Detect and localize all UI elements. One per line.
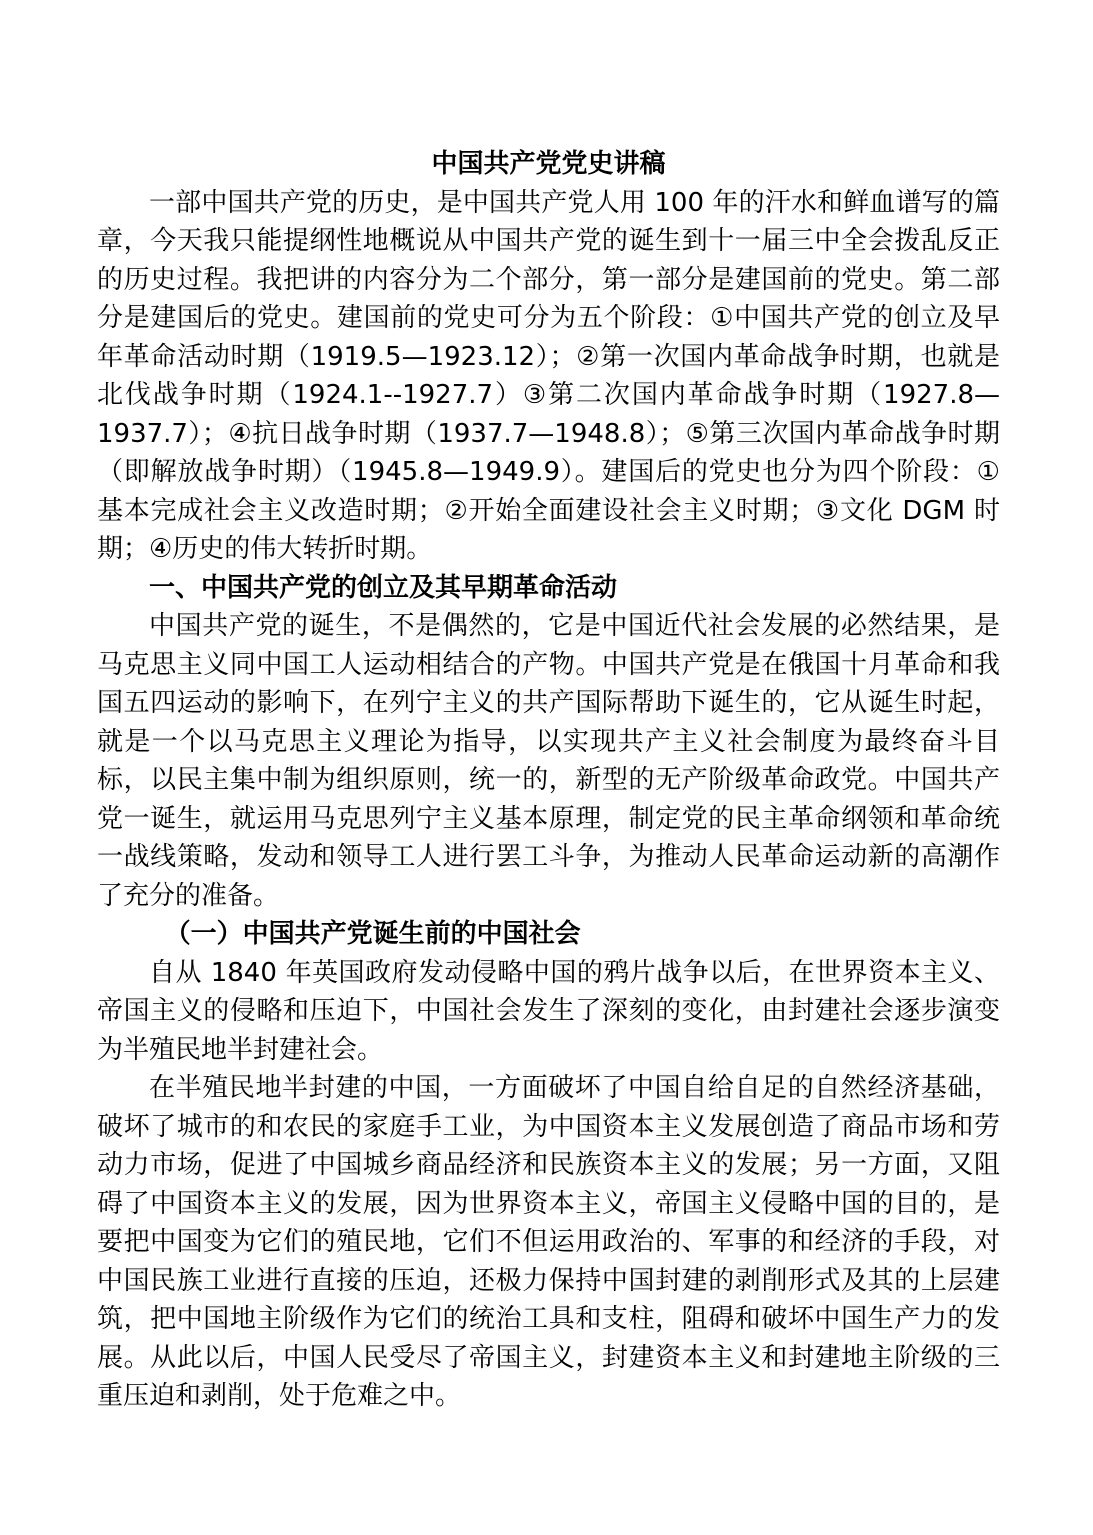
subsection-heading: （一）中国共产党诞生前的中国社会 bbox=[164, 919, 581, 949]
section-paragraph: 中国共产党的诞生，不是偶然的，它是中国近代社会发展的必然结果，是马克思主义同中国工人运动相结合的产物。中国共产党是在俄国十月革命和我国五四运动的影响下，在列宁主义的共产国际帮助下诞生的，它从诞生时起，就是一个以马克思主义理论为指导，以实现共产主义社会制度为最终奋斗目标，以民主集中制为组织原则，统一的，新型的无产阶级革命政党。中国共产党一诞生，就运用马克思列宁主义基本原理，制定党的民主革命纲领和革命统一战线策略，发动和领导工人进行罢工斗争，为推动人民革命运动新的高潮作了充分的准备。 bbox=[97, 611, 1000, 911]
document-page bbox=[97, 145, 1000, 1416]
intro-paragraph: 一部中国共产党的历史，是中国共产党人用 100 年的汗水和鲜血谱写的篇章，今天我只能提纲性地概说从中国共产党的诞生到十一届三中全会拨乱反正的历史过程。我把讲的内容分为二个部分，第一部分是建国前的党史。第二部分是建国后的党史。建国前的党史可分为五个阶段：①中国共产党的创立及早年革命活动时期（1919.5—1923.12）；②第一次国内革命战争时期，也就是北伐战争时期（1924.1--1927.7）③第二次国内革命战争时期（1927.8—1937.7）；④抗日战争时期（1937.7—1948.8）；⑤第三次国内革命战争时期（即解放战争时期）（1945.8—1949.9）。建国后的党史也分为四个阶段：①基本完成社会主义改造时期；②开始全面建设社会主义时期；③文化 DGM 时期；④历史的伟大转折时期。 bbox=[97, 187, 1000, 564]
document-title: 中国共产党党史讲稿 bbox=[431, 149, 666, 179]
subsection-paragraph-2: 在半殖民地半封建的中国，一方面破坏了中国自给自足的自然经济基础，破坏了城市的和农民的家庭手工业，为中国资本主义发展创造了商品市场和劳动力市场，促进了中国城乡商品经济和民族资本主义的发展；另一方面，又阻碍了中国资本主义的发展，因为世界资本主义，帝国主义侵略中国的目的，是要把中国变为它们的殖民地，它们不但运用政治的、军事的和经济的手段，对中国民族工业进行直接的压迫，还极力保持中国封建的剥削形式及其的上层建筑，把中国地主阶级作为它们的统治工具和支柱，阻碍和破坏中国生产力的发展。从此以后，中国人民受尽了帝国主义，封建资本主义和封建地主阶级的三重压迫和剥削，处于危难之中。 bbox=[97, 1073, 1000, 1411]
subsection-paragraph-1: 自从 1840 年英国政府发动侵略中国的鸦片战争以后，在世界资本主义、帝国主义的侵略和压迫下，中国社会发生了深刻的变化，由封建社会逐步演变为半殖民地半封建社会。 bbox=[97, 957, 1000, 1065]
section-heading: 一、中国共产党的创立及其早期革命活动 bbox=[149, 572, 618, 603]
